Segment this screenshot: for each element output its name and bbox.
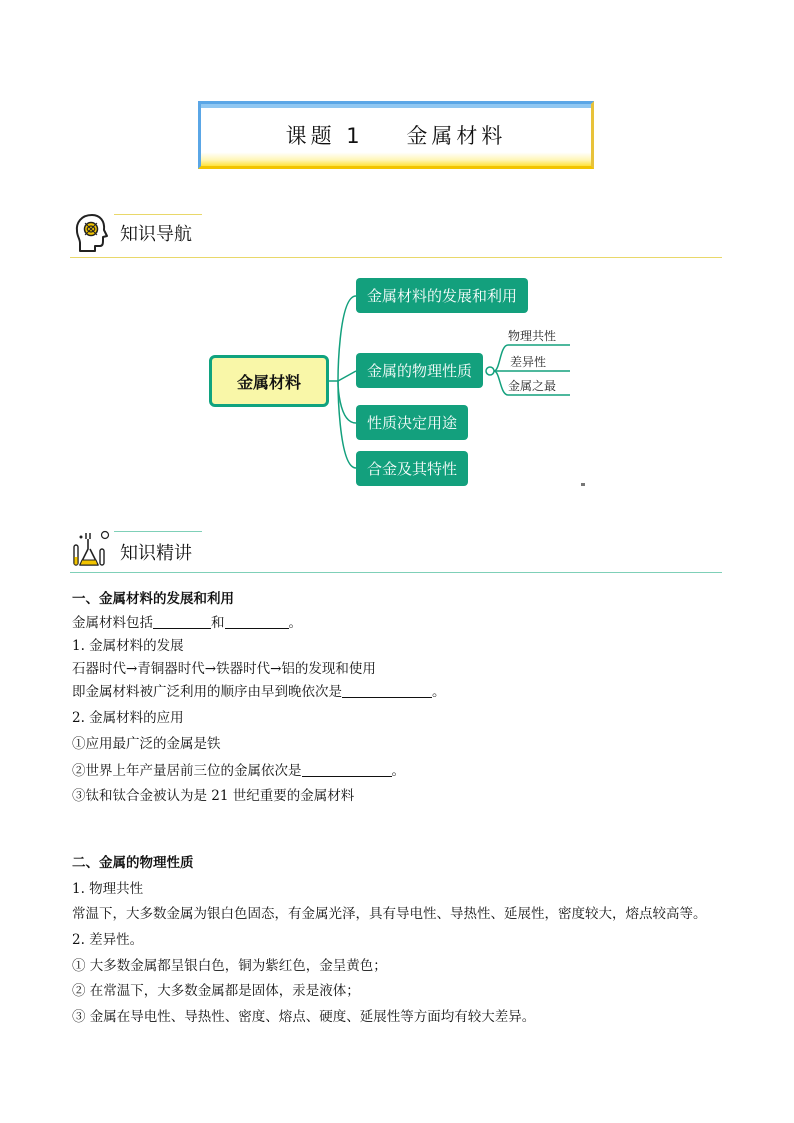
section-tab-line: [114, 214, 202, 215]
section-rule-lecture: [70, 572, 722, 573]
mind-map-branch: 金属的物理性质: [356, 353, 483, 388]
text-line: 2. 金属材料的应用: [72, 710, 184, 726]
mind-map-leaf: 物理共性: [508, 329, 557, 343]
text-line: 石器时代→青铜器时代→铁器时代→铝的发现和使用: [72, 661, 376, 677]
mind-map: [200, 270, 600, 495]
text-line: ①应用最广泛的金属是铁: [72, 736, 221, 752]
section-rule-nav: [70, 257, 722, 258]
mind-map-branch: 性质决定用途: [356, 405, 468, 440]
text-line: ③钛和钛合金被认为是 21 世纪重要的金属材料: [72, 788, 355, 804]
section-head-nav: [70, 212, 722, 258]
mind-map-branch: 合金及其特性: [356, 451, 468, 486]
mind-map-leaf: 金属之最: [508, 379, 557, 393]
section-label-nav: 知识导航: [120, 224, 192, 245]
answer-blank[interactable]: [225, 615, 289, 629]
answer-blank[interactable]: [153, 615, 211, 629]
page-title: 课题 1 金属材料: [285, 124, 507, 148]
mind-map-root: 金属材料: [209, 355, 329, 407]
text-line: 2. 差异性。: [72, 932, 144, 948]
text-line: 1. 物理共性: [72, 881, 144, 897]
text-line: 常温下，大多数金属为银白色固态，有金属光泽，具有导电性、导热性、延展性，密度较大，熔点较高等。: [72, 906, 707, 922]
text-line: ②世界上年产量居前三位的金属依次是 。: [72, 763, 405, 779]
section-head-lecture: [70, 527, 722, 573]
mind-map-leaf: 差异性: [510, 355, 547, 369]
section-heading: 二、金属的物理性质: [72, 855, 194, 871]
section-tab-line: [114, 531, 202, 532]
section-label-lecture: 知识精讲: [120, 543, 192, 564]
text-line: 1. 金属材料的发展: [72, 638, 184, 654]
text-line: ① 大多数金属都呈银白色，铜为紫红色，金呈黄色；: [72, 958, 387, 974]
mind-map-branch: 金属材料的发展和利用: [356, 278, 528, 313]
text-line: ② 在常温下，大多数金属都是固体，汞是液体；: [72, 983, 360, 999]
text-line: 即金属材料被广泛利用的顺序由早到晚依次是 。: [72, 684, 446, 700]
title-box: [198, 101, 594, 169]
text-line: 金属材料包括 和 。: [72, 615, 302, 631]
section-heading: 一、金属材料的发展和利用: [72, 591, 234, 607]
lab-flask-icon: [72, 527, 112, 569]
answer-blank[interactable]: [302, 763, 392, 777]
head-brain-icon: [72, 212, 112, 254]
answer-blank[interactable]: [342, 684, 432, 698]
text-line: ③ 金属在导电性、导热性、密度、熔点、硬度、延展性等方面均有较大差异。: [72, 1009, 536, 1025]
